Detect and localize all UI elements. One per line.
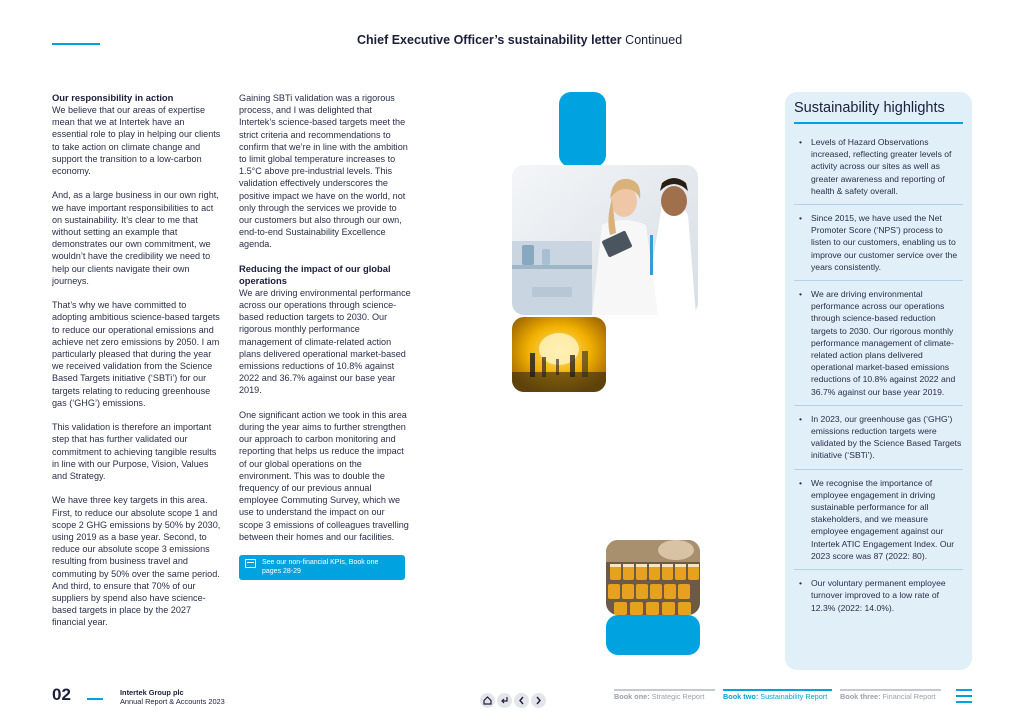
navigation-controls [480, 693, 546, 708]
tab-book-two[interactable] [723, 689, 832, 705]
previous-page-button[interactable] [514, 693, 529, 708]
text-column-2 [239, 92, 411, 580]
tab-book-two-name: Book two: [723, 692, 759, 701]
paragraph: Gaining SBTi validation was a rigorous process, and I was delighted that Intertek’s science-based targets meet the strict criteria and recommendations to confirm that we’re in line with the ambition to limit global temperature increases to 1.5°C above pre-industrial levels. This validation effectively underscores the positive impact we have on the world, not only through the services we provide to our customers but also through our own, end-to-end Sustainability Excellence agenda. [239, 93, 408, 250]
paragraph: We believe that our areas of expertise mean that we at Intertek have an essential role to play in helping our clients to take action on climate change and support the transition to a low-carbon economy. [52, 105, 221, 177]
photo-honey-jars [606, 540, 700, 615]
section-heading-responsibility: Our responsibility in action [52, 92, 174, 103]
highlights-title: Sustainability highlights [794, 100, 963, 124]
highlights-list [794, 136, 963, 621]
paragraph: We have three key targets in this area. First, to reduce our absolute scope 1 and scope 2 GHG emissions by 50% by 2030, using 2019 as a base year. Second, to reduce our absolute scope 3 emissions resulting from business travel and commuting by 50% over the same period. And third, to ensure that 70% of our suppliers by spend also have science-based targets in place by the 2027 financial year. [52, 495, 221, 628]
sustainability-highlights-panel [785, 92, 972, 670]
list-item: • Since 2015, we have used the Net Promoter Score (‘NPS’) process to listen to our customers, enabling us to improve our customer service over the years consistently. [794, 212, 963, 281]
kpi-link-button[interactable] [239, 555, 405, 580]
return-arrow-icon [500, 696, 509, 705]
honey-jars-illustration [606, 540, 700, 615]
page-number-accent [87, 698, 103, 700]
scientists-illustration [512, 165, 698, 315]
home-button[interactable] [480, 693, 495, 708]
tab-book-one-label: Strategic Report [651, 692, 705, 701]
decorative-blue-block-top [559, 92, 606, 167]
chevron-left-icon [517, 696, 526, 705]
report-name: Annual Report & Accounts 2023 [120, 697, 225, 706]
home-icon [483, 696, 492, 705]
paragraph: And, as a large business in our own right, we have important responsibilities to act on sustainability. It’s clear to me that without setting an example that demonstrates our own commitment, we wouldn’t have the credibility we need to help our clients navigate their own journeys. [52, 190, 219, 286]
back-button[interactable] [497, 693, 512, 708]
company-name: Intertek Group plc [120, 688, 184, 697]
company-info [120, 688, 225, 706]
header-accent-line [52, 43, 100, 45]
text-column-1 [52, 92, 222, 641]
tunnel-illustration [512, 317, 606, 392]
list-item: • We are driving environmental performance across our operations through science-based reduction targets to 2030. Our rigorous monthly performance management of climate-related action plans delivered operational market-based emissions reductions of 10.8% against 2022 and 36.7% against our base year 2019. [794, 288, 963, 406]
kpi-link-label: See our non-financial KPIs, Book one pages 28-29 [262, 559, 379, 576]
menu-icon-bar [956, 695, 972, 697]
page-number: 02 [52, 685, 71, 704]
page-title-main: Chief Executive Officer’s sustainability letter [357, 33, 622, 47]
paragraph: That’s why we have committed to adopting ambitious science-based targets to reduce our operational emissions and achieve net zero emissions by 2050. I am particularly pleased that during the year we received validation from the Science Based Targets initiative (‘SBTi’) for our targets relating to reducing greenhouse gas (‘GHG’) emissions. [52, 300, 220, 408]
menu-icon-bar [956, 689, 972, 691]
decorative-blue-block-bottom [606, 615, 700, 655]
menu-icon-bar [956, 701, 972, 703]
page-title-suffix: Continued [625, 33, 683, 47]
tab-book-three[interactable] [840, 689, 941, 705]
paragraph: One significant action we took in this area during the year aims to further strengthen our approach to carbon monitoring and reporting that helps us reduce the impact of our global operations on the environment. This was to double the frequency of our previous annual employee Commuting Survey, which we use to understand the impact on our scope 3 emissions of colleagues travelling between their homes and our facilities. [239, 409, 409, 542]
list-item: • We recognise the importance of employee engagement in driving sustainable performance for all stakeholders, and we measure employee engagement against our Intertek ATIC Engagement Index. Our 2023 score was 87 (2022: 80). [794, 477, 963, 570]
list-item: • Levels of Hazard Observations increased, reflecting greater levels of activity across our sites as well as greater awareness and reporting of health & safety overall. [794, 136, 963, 205]
paragraph: We are driving environmental performance across our operations through science-based reduction targets to 2030. Our rigorous monthly performance management of climate-related action plans delivered operational market-based emissions reductions of 10.8% against 2022 and 36.7% against our base year 2019. [239, 287, 411, 396]
photo-yellow-tunnel [512, 317, 606, 392]
tab-book-one[interactable] [614, 689, 715, 705]
photo-scientists [512, 165, 698, 315]
list-item: • Our voluntary permanent employee turnover improved to a low rate of 12.3% (2022: 14.0%). [794, 577, 963, 621]
paragraph: This validation is therefore an important step that has further validated our commitment to achieving tangible results in line with our Purpose, Vision, Values and Strategy. [52, 422, 217, 482]
tab-book-two-label: Sustainability Report [760, 692, 828, 701]
menu-icon[interactable] [956, 689, 972, 703]
section-heading-reducing-impact: Reducing the impact of our global operations [239, 262, 391, 286]
tab-book-three-name: Book three: [840, 692, 881, 701]
next-page-button[interactable] [531, 693, 546, 708]
list-item: • In 2023, our greenhouse gas (‘GHG’) emissions reduction targets were validated by the Science Based Targets initiative (‘SBTi’). [794, 413, 963, 470]
book-icon [245, 559, 256, 568]
page-title [357, 33, 682, 47]
tab-book-three-label: Financial Report [882, 692, 936, 701]
chevron-right-icon [534, 696, 543, 705]
tab-book-one-name: Book one: [614, 692, 650, 701]
